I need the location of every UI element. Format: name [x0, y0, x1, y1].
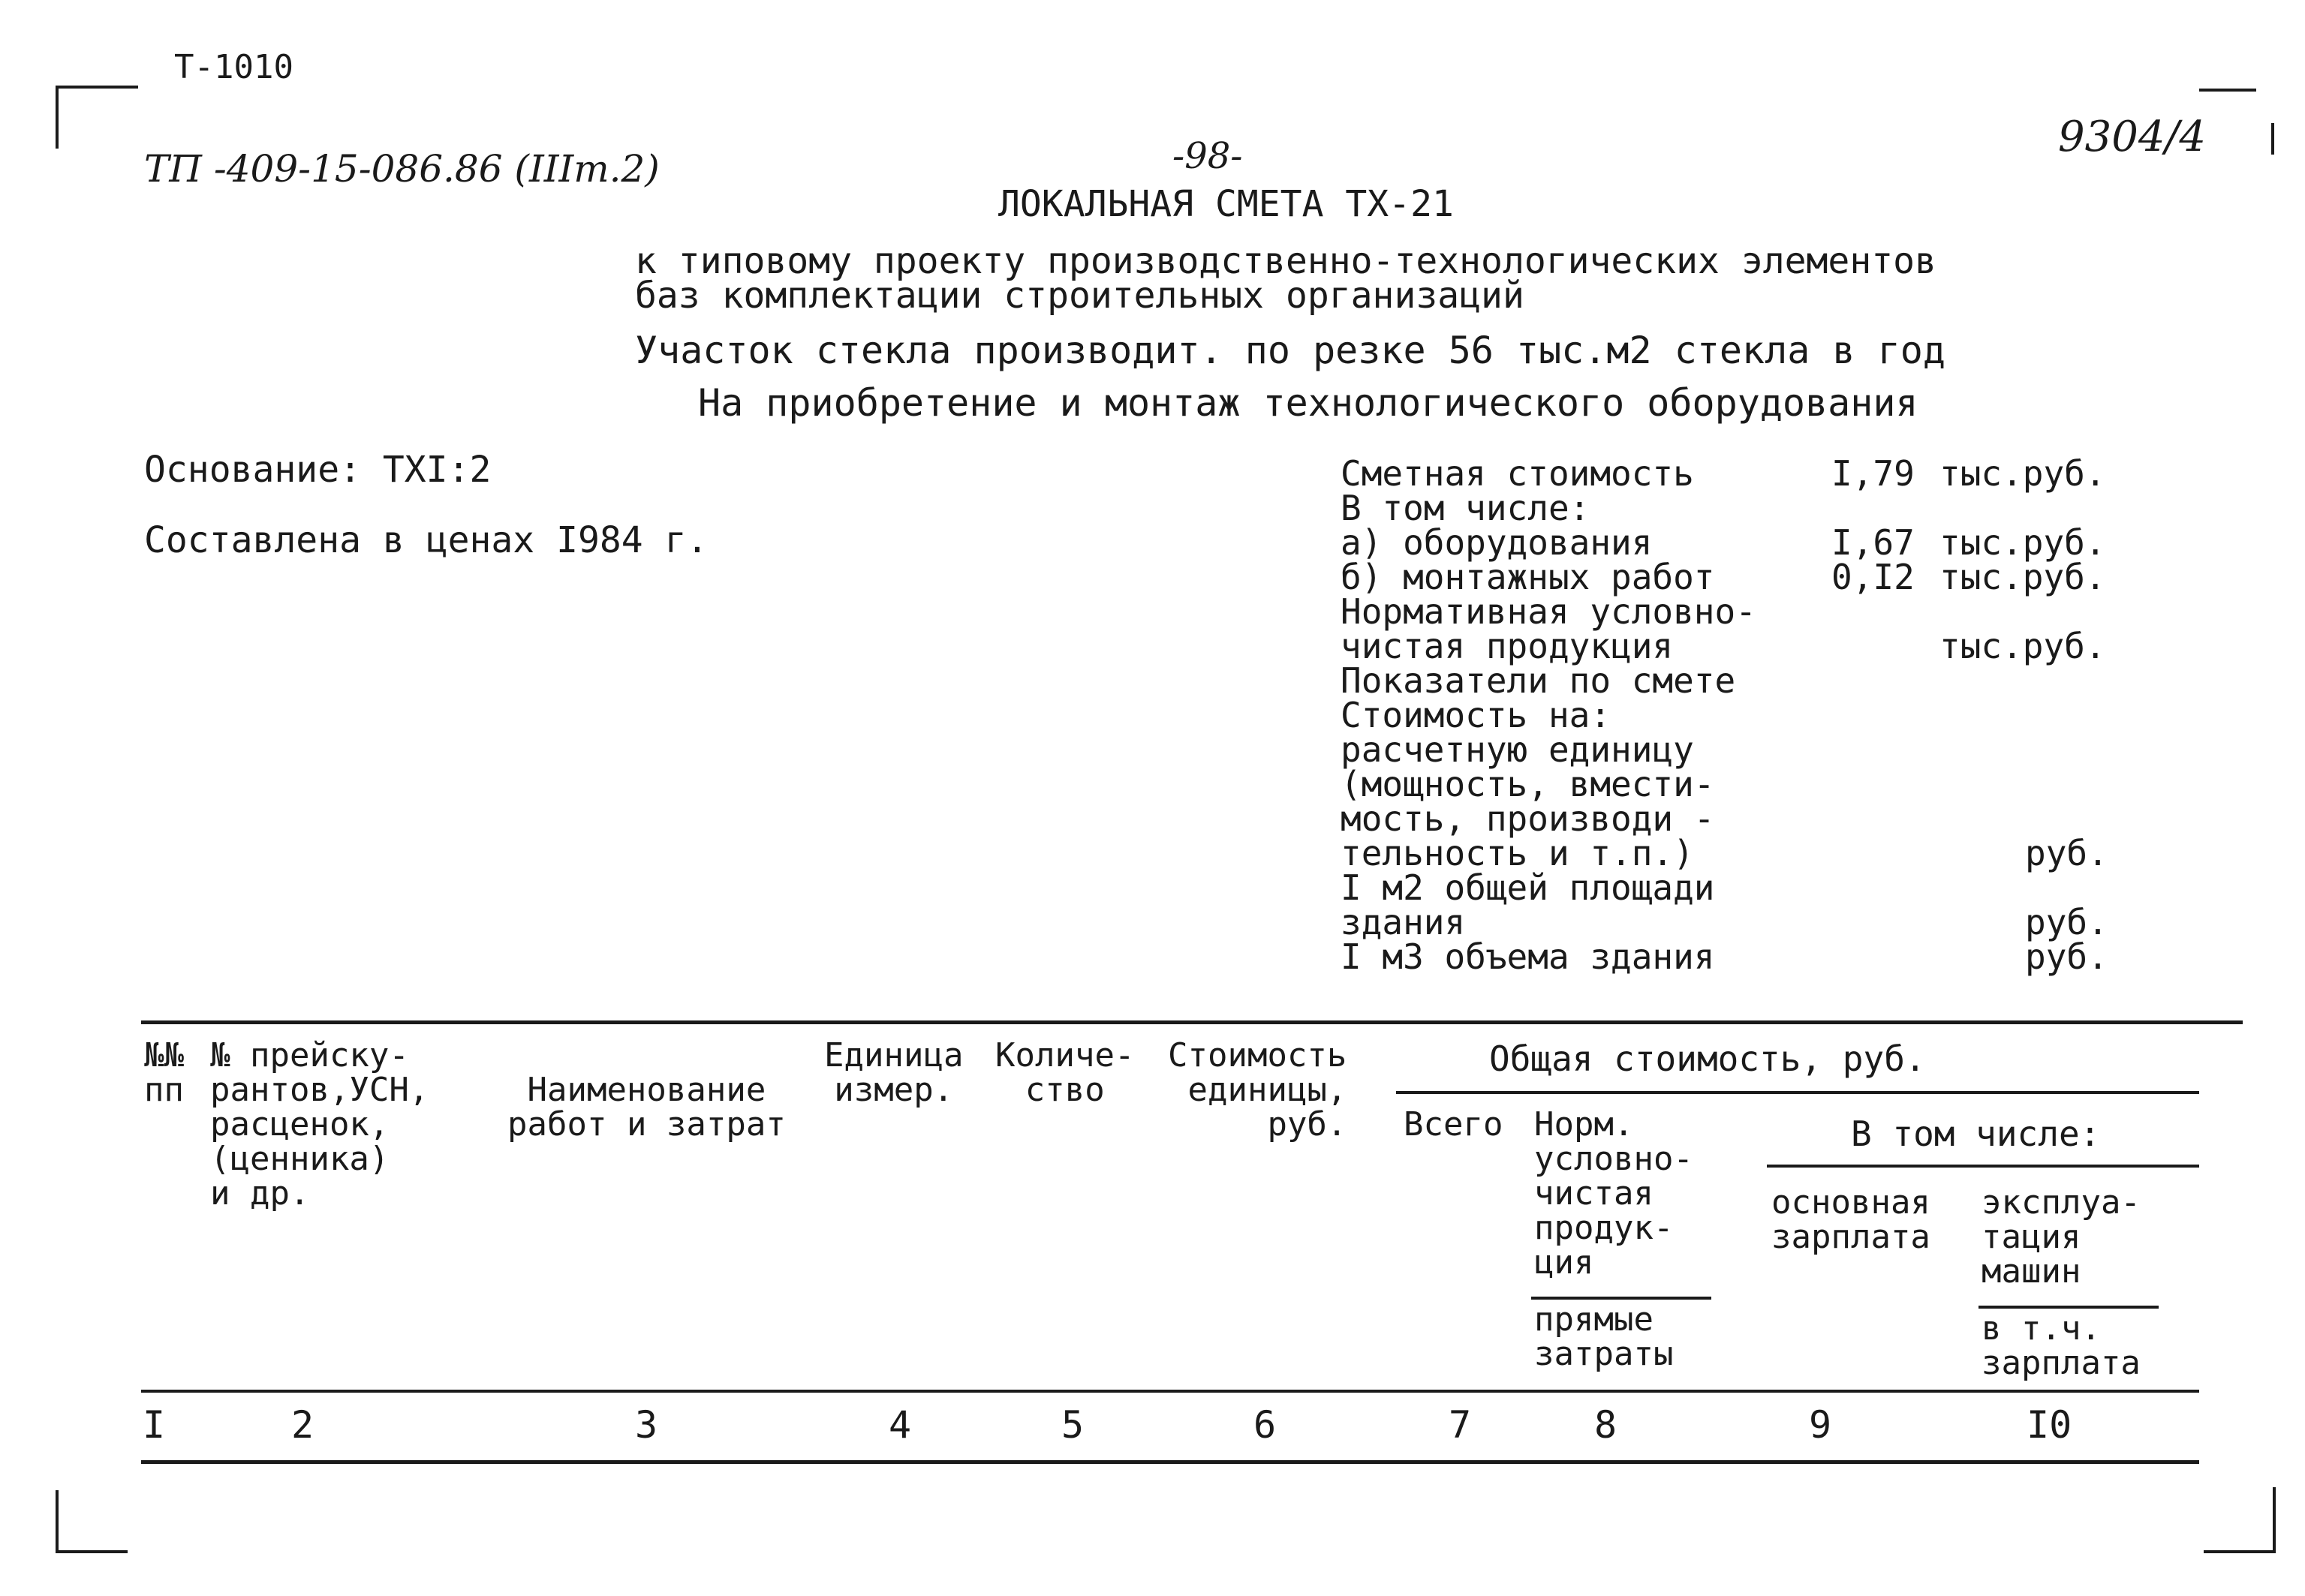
estimated-cost-label: Сметная стоимость [1341, 453, 1694, 494]
col-header-direct-costs: прямые затраты [1534, 1300, 1674, 1373]
col-number-9: 9 [1809, 1403, 1832, 1447]
col-header-base-salary: основная зарплата [1771, 1183, 1930, 1256]
col-header-machine-operation: эксплуа- тация машин [1982, 1183, 2141, 1291]
col-header-normative: Норм. условно- чистая продук- ция [1534, 1105, 1693, 1282]
col-number-8: 8 [1594, 1403, 1617, 1447]
normative-unit: тыс.руб. [1939, 626, 2106, 666]
numbers-bottom-rule [141, 1460, 2199, 1464]
area-rub: руб. [2025, 902, 2108, 942]
col10-sub-rule [1979, 1306, 2159, 1309]
calc-unit-3: мость, производи - [1341, 798, 1715, 839]
equipment-unit: тыс.руб. [1939, 522, 2106, 563]
project-code: ТП -409-15-086.86 (IIIт.2) [144, 147, 660, 191]
volume-label: I м3 объема здания [1341, 936, 1715, 977]
header-bottom-rule [141, 1390, 2199, 1393]
col8-sub-rule [1531, 1297, 1711, 1300]
col-number-1: I [143, 1403, 166, 1447]
calc-unit-2: (мощность, вмести- [1341, 764, 1715, 804]
title-line-3: Участок стекла производит. по резке 56 тыс.м2 стекла в год [635, 329, 1945, 372]
col-number-3: 3 [635, 1403, 658, 1447]
calc-unit-1: расчетную единицу [1341, 729, 1694, 770]
area-label-2: здания [1341, 902, 1466, 942]
indicators-label: Показатели по смете [1341, 660, 1736, 701]
archive-number: 9304/4 [2058, 113, 2207, 161]
corner-mark-top-right-h [2199, 89, 2256, 92]
table-top-rule [141, 1020, 2243, 1024]
equipment-value: I,67 [1831, 522, 1915, 563]
col-number-4: 4 [889, 1403, 912, 1447]
col-header-incl-salary: в т.ч. зарплата [1982, 1309, 2141, 1382]
installation-value: 0,I2 [1831, 557, 1915, 597]
estimated-cost-unit: тыс.руб. [1939, 453, 2106, 494]
basis-label: Основание: ТХI:2 [144, 449, 492, 491]
corner-mark-top-right-v [2271, 123, 2274, 155]
col-header-unit-cost: Стоимость единицы, руб. [1168, 1036, 1347, 1144]
calc-unit-rub: руб. [2025, 833, 2108, 873]
col-number-2: 2 [291, 1403, 314, 1447]
volume-rub: руб. [2025, 936, 2108, 977]
including-group-rule [1767, 1165, 2199, 1168]
prices-label: Составлена в ценах I984 г. [144, 519, 709, 561]
normative-label-2: чистая продукция [1341, 626, 1674, 666]
col-number-7: 7 [1449, 1403, 1472, 1447]
col-header-quantity: Количе- ство [995, 1036, 1135, 1109]
col-header-including-group: В том числе: [1851, 1114, 2101, 1154]
col-header-row-number: №№ пп [144, 1036, 184, 1109]
title-line-1: к типовому проекту производственно-технологических элементов [635, 240, 1936, 282]
title-line-4: На приобретение и монтаж технологического оборудования [698, 381, 1918, 425]
col-number-5: 5 [1061, 1403, 1085, 1447]
document-title: ЛОКАЛЬНАЯ СМЕТА ТХ-21 [998, 183, 1454, 225]
col-header-name: Наименование работ и затрат [507, 1071, 786, 1144]
installation-label: б) монтажных работ [1341, 557, 1715, 597]
col-number-6: 6 [1253, 1403, 1277, 1447]
corner-mark-bottom-right-h [2204, 1550, 2276, 1553]
including-label: В том числе: [1341, 488, 1590, 528]
col-number-10: I0 [2027, 1403, 2072, 1447]
title-line-2: баз комплектации строительных организаций [635, 275, 1524, 317]
estimated-cost-value: I,79 [1831, 453, 1915, 494]
total-group-rule [1396, 1091, 2199, 1094]
corner-mark-top-left-v [56, 86, 59, 149]
col-header-pricelist: № прейску- рантов,УСН, расценок, (ценника) и др. [210, 1036, 429, 1213]
col-header-total: Всего [1404, 1105, 1503, 1144]
corner-mark-bottom-left-v [56, 1490, 59, 1553]
cost-on-label: Стоимость на: [1341, 695, 1611, 735]
corner-mark-bottom-right-v [2273, 1487, 2276, 1553]
col-header-total-group: Общая стоимость, руб. [1489, 1038, 1926, 1079]
page-number: -98- [1172, 135, 1243, 177]
sheet-code: Т-1010 [174, 48, 293, 86]
corner-mark-bottom-left-h [56, 1550, 128, 1553]
equipment-label: а) оборудования [1341, 522, 1653, 563]
normative-label-1: Нормативная условно- [1341, 591, 1756, 632]
installation-unit: тыс.руб. [1939, 557, 2106, 597]
calc-unit-4: тельность и т.п.) [1341, 833, 1694, 873]
area-label-1: I м2 общей площади [1341, 867, 1715, 908]
col-header-unit: Единица измер. [824, 1036, 964, 1109]
corner-mark-top-left-h [56, 86, 138, 89]
